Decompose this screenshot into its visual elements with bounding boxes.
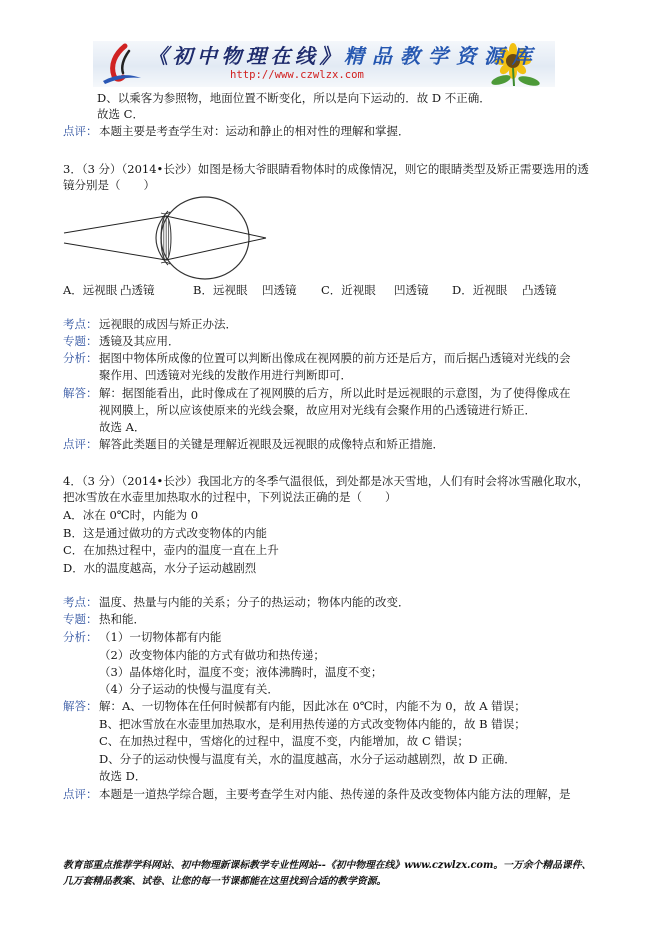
q3-topic-row (63, 333, 608, 349)
solution-text: 解：A、一切物体在任何时候都有内能，因此冰在 0℃时，内能不为 0，故 A 错误； (99, 699, 526, 713)
solution-label: 解答： (63, 699, 98, 713)
q3-option-a-eye: A．远视眼 (63, 283, 118, 297)
q3-answer-line: 故选 A． (99, 420, 146, 434)
key-point-text: 远视眼的成因与矫正办法． (99, 317, 237, 331)
key-point-text: 温度、热量与内能的关系；分子的热运动；物体内能的改变． (99, 595, 410, 609)
q3-solution-line: 视网膜上，所以应该使原来的光线会聚，故应用对光线有会聚作用的凸透镜进行矫正． (99, 403, 536, 417)
q3-option-b-eye: B．远视眼 (193, 283, 248, 297)
q3-analysis-line: 聚作用、凹透镜对光线的发散作用进行判断即可． (99, 368, 352, 382)
topic-label: 专题： (63, 334, 98, 348)
refracted-ray-upper (166, 216, 266, 238)
banner-title-sub: 精品教学资源库 (344, 44, 540, 68)
previous-answer-line: 故选 C． (97, 107, 144, 121)
solution-label: 解答： (63, 386, 98, 400)
q4-analysis-row (63, 629, 608, 645)
comment-text: 解答此类题目的关键是理解近视眼及远视眼的成像特点和矫正措施． (99, 437, 444, 451)
q4-option-d: D．水的温度越高，水分子运动越剧烈 (63, 561, 257, 575)
topic-label: 专题： (63, 612, 98, 626)
eye-ray-diagram (60, 195, 275, 285)
incident-ray-lower (64, 243, 166, 260)
sunflower-leaf-left (490, 73, 511, 86)
topic-text: 热和能． (99, 612, 145, 626)
refracted-ray-lower (166, 238, 266, 260)
q3-option-d-lens: 凸透镜 (522, 283, 557, 297)
footer-line: 教育部重点推荐学科网站、初中物理新课标教学专业性网站--《初中物理在线》www.czwlzx.com。一万余个精品课件、 (63, 860, 592, 871)
q3-option-b-lens: 凹透镜 (262, 283, 297, 297)
banner-title-main: 《初中物理在线》 (148, 44, 344, 68)
solution-text: 解：据图能看出，此时像成在了视网膜的后方，所以此时是远视眼的示意图，为了使得像成在 (99, 386, 571, 400)
site-logo-icon (99, 43, 143, 85)
q4-option-b: B．这是通过做功的方式改变物体的内能 (63, 526, 267, 540)
crystalline-lens (161, 216, 171, 260)
comment-text: 本题主要是考查学生对：运动和静止的相对性的理解和掌握． (99, 124, 410, 138)
iris-lower (161, 262, 170, 264)
q4-key-point-row (63, 594, 608, 610)
q4-solution-line: C、在加热过程中，雪熔化的过程中，温度不变，内能增加，故 C 错误； (99, 734, 469, 748)
banner-title (148, 45, 540, 67)
key-point-label: 考点： (63, 317, 98, 331)
q3-key-point-row (63, 316, 608, 332)
q4-stem-line: 4．（3 分）（2014•长沙）我国北方的冬季气温很低，到处都是冰天雪地，人们有时会将冰雪融化取水， (63, 474, 589, 488)
q4-analysis-line: （2）改变物体内能的方式有做功和热传递； (99, 648, 325, 662)
q3-option-c-lens: 凹透镜 (394, 283, 429, 297)
header-banner (93, 41, 555, 87)
comment-label: 点评： (63, 124, 98, 138)
q4-solution-row (63, 698, 608, 714)
q3-comment-row (63, 436, 608, 452)
incident-ray-upper (64, 216, 166, 233)
analysis-text: （1）一切物体都有内能 (99, 630, 222, 644)
analysis-label: 分析： (63, 351, 98, 365)
analysis-label: 分析： (63, 630, 98, 644)
q4-answer-line: 故选 D． (99, 769, 147, 783)
q4-solution-line: D、分子的运动快慢与温度有关，水的温度越高，水分子运动越剧烈，故 D 正确． (99, 752, 516, 766)
q4-solution-line: B、把冰雪放在水壶里加热取水，是利用热传递的方式改变物体内能的，故 B 错误； (99, 717, 526, 731)
q3-analysis-row (63, 350, 608, 366)
analysis-text: 据图中物体所成像的位置可以判断出像成在视网膜的前方还是后方，而后据凸透镜对光线的会 (99, 351, 571, 365)
q4-analysis-line: （3）晶体熔化时，温度不变；液体沸腾时，温度不变； (99, 665, 383, 679)
sunflower-stem (513, 68, 514, 86)
topic-text: 透镜及其应用． (99, 334, 180, 348)
q4-topic-row (63, 611, 608, 627)
eyeball (161, 197, 249, 279)
comment-label: 点评： (63, 437, 98, 451)
q4-option-c: C．在加热过程中，壶内的温度一直在上升 (63, 543, 279, 557)
iris-upper (161, 212, 170, 214)
q3-option-a-lens: 凸透镜 (120, 283, 155, 297)
key-point-label: 考点： (63, 595, 98, 609)
q3-option-d-eye: D．近视眼 (452, 283, 508, 297)
q3-stem-line: 3．（3 分）（2014•长沙）如图是杨大爷眼睛看物体时的成像情况，则它的眼睛类型及矫正需要选用的透 (63, 162, 589, 176)
q4-analysis-line: （4）分子运动的快慢与温度有关． (99, 682, 279, 696)
sunflower-leaf-right (517, 74, 540, 86)
q4-comment-row (63, 786, 608, 802)
q4-option-a: A．冰在 0℃时，内能为 0 (63, 508, 199, 522)
logo-dark-stroke (122, 51, 129, 73)
comment-text: 本题是一道热学综合题，主要考查学生对内能、热传递的条件及改变物体内能方法的理解，是 (99, 787, 571, 801)
previous-solution-line: D、以乘客为参照物，地面位置不断变化，所以是向下运动的．故 D 不正确． (97, 91, 491, 105)
q3-option-c-eye: C．近视眼 (321, 283, 376, 297)
previous-comment-row (63, 123, 608, 139)
q3-solution-row (63, 385, 608, 401)
q3-stem-line: 镜分别是（ ） (63, 178, 155, 192)
banner-url: http://www.czwlzx.com (230, 69, 364, 81)
q4-stem-line: 把冰雪放在水壶里加热取水的过程中，下列说法正确的是（ ） (63, 490, 397, 504)
comment-label: 点评： (63, 787, 98, 801)
footer-line: 几万套精品教案、试卷、让您的每一节课都能在这里找到合适的教学资源。 (63, 876, 387, 887)
